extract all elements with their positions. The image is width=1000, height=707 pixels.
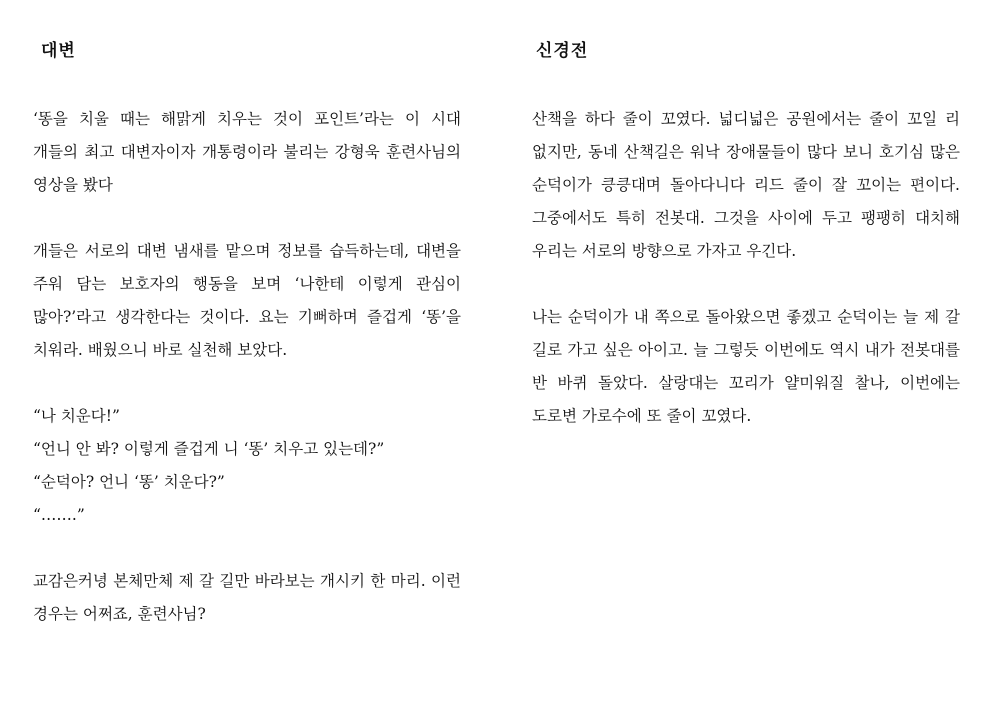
left-paragraph-1: ‘똥을 치울 때는 해맑게 치우는 것이 포인트’라는 이 시대 개들의 최고 대변자이자 개통령이라 불리는 강형욱 훈련사님의 영상을 봤다 xyxy=(33,110,461,194)
paragraph-gap xyxy=(33,202,461,235)
dialogue-line-3: “순덕아? 언니 ‘똥’ 치운다?” xyxy=(33,473,225,491)
left-paragraph-2: 개들은 서로의 대변 냄새를 맡으며 정보를 습득하는데, 대변을 주워 담는 보호자의 행동을 보며 ‘나한테 이렇게 관심이 많아?’라고 생각한다는 것이다. 요는 기뻐하며 즐겁게 ‘똥’을 치워라. 배웠으니 바로 실천해 보았다. xyxy=(33,242,461,359)
dialogue-line-2: “언니 안 봐? 이렇게 즐겁게 니 ‘똥’ 치우고 있는데?” xyxy=(33,440,385,458)
dialogue-line-1: “나 치운다!” xyxy=(33,407,120,425)
paragraph-gap xyxy=(33,532,461,565)
right-paragraph-2: 나는 순덕이가 내 쪽으로 돌아왔으면 좋겠고 순덕이는 늘 제 갈 길로 가고 싶은 아이고. 늘 그렇듯 이번에도 역시 내가 전봇대를 반 바퀴 돌았다. 살랑대는 꼬리가 얄미워질 찰나, 이번에는 도로변 가로수에 또 줄이 꼬였다. xyxy=(532,308,960,425)
right-paragraph-1: 산책을 하다 줄이 꼬였다. 넓디넓은 공원에서는 줄이 꼬일 리 없지만, 동네 산책길은 워낙 장애물들이 많다 보니 호기심 많은 순덕이가 킁킁대며 돌아다니다 리드 줄이 잘 꼬이는 편이다. 그중에서도 특히 전봇대. 그것을 사이에 두고 팽팽히 대치해 우리는 서로의 방향으로 가자고 우긴다. xyxy=(532,110,960,260)
right-heading: 신경전 xyxy=(536,41,589,61)
paragraph-gap xyxy=(33,367,461,400)
left-heading: 대변 xyxy=(41,41,76,61)
right-body xyxy=(532,103,960,433)
dialogue-line-4: “…….” xyxy=(33,506,85,524)
left-body xyxy=(33,103,461,631)
paragraph-gap xyxy=(532,268,960,301)
left-paragraph-3: 교감은커녕 본체만체 제 갈 길만 바라보는 개시키 한 마리. 이런 경우는 어쩌죠, 훈련사님? xyxy=(33,572,461,623)
